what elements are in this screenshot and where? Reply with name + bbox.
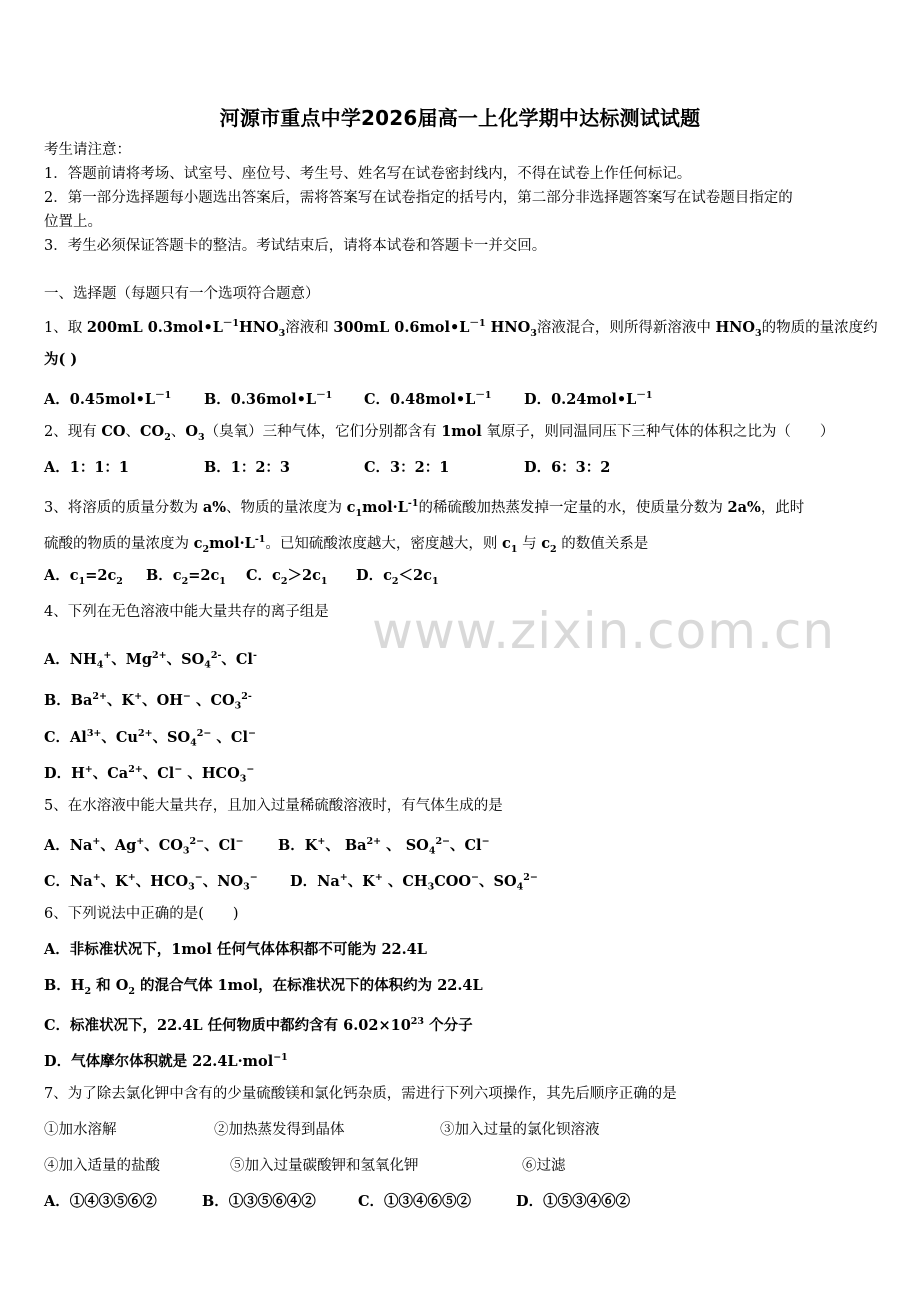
q4-option-a[interactable]: A．$NH_4^+$、$Mg^{2+}$、$SO_4^{2-}$、Cl- — [44, 650, 257, 671]
q2-stem: 2、现有 CO、$CO_2$、$O_3$（臭氧）三种气体，它们分别都含有 1mol 氧原子，则同温同压下三种气体的体积之比为（ ） — [44, 423, 835, 443]
section-heading: 一、选择题（每题只有一个选项符合题意） — [44, 286, 320, 302]
q2-option-a[interactable]: A．1：1：1 — [44, 459, 130, 476]
q3-stem: 3、将溶质的质量分数为 a%、物质的量浓度为 $c_1mol\cdot L^{-1}$的稀硫酸加热蒸发掉一定量的水，使质量分数为 2a%，此时 — [44, 498, 805, 519]
notice-heading: 考生请注意： — [44, 142, 131, 158]
q2-option-d[interactable]: D．6：3：2 — [524, 459, 611, 476]
q3-option-a[interactable]: A．$c_1=2c_2$ — [44, 567, 123, 587]
q6-option-d[interactable]: D．气体摩尔体积就是 22.4L·mol$^{-1}$ — [44, 1052, 288, 1070]
q7-step-6: ⑥过滤 — [522, 1158, 566, 1174]
q5-option-a[interactable]: A．Na+、Ag+、$CO_3^{2-}$、Cl− — [44, 836, 244, 857]
q7-step-4: ④加入适量的盐酸 — [44, 1158, 160, 1174]
notice-item-2: 2．第一部分选择题每小题选出答案后，需将答案写在试卷指定的括号内，第二部分非选择题答案写在试卷题目指定的 — [44, 190, 793, 206]
q1-option-a[interactable]: A．$0.45mol•L^{-1}$ — [44, 390, 172, 408]
watermark: www.zixin.com.cn — [372, 602, 836, 660]
q1-option-c[interactable]: C．$0.48mol•L^{-1}$ — [364, 390, 492, 408]
q7-step-3: ③加入过量的氯化钡溶液 — [440, 1122, 600, 1138]
q6-option-a[interactable]: A．非标准状况下，1mol 任何气体体积都不可能为 22.4L — [44, 941, 427, 958]
q3-option-c[interactable]: C．$c_2>2c_1$ — [246, 567, 328, 587]
q5-option-c[interactable]: C．Na+、K+、$HCO_3^-$、$NO_3^-$ — [44, 872, 258, 893]
q6-option-b[interactable]: B．$H_2$ 和 $O_2$ 的混合气体 1mol，在标准状况下的体积约为 22.4L — [44, 977, 483, 997]
notice-item-2-cont: 位置上。 — [44, 214, 102, 230]
q1-option-b[interactable]: B．$0.36mol•L^{-1}$ — [204, 390, 333, 408]
q7-step-1: ①加水溶解 — [44, 1122, 117, 1138]
q1-stem-cont: 为( ) — [44, 351, 78, 368]
q1-option-d[interactable]: D．$0.24mol•L^{-1}$ — [524, 390, 653, 408]
q7-stem: 7、为了除去氯化钾中含有的少量硫酸镁和氯化钙杂质，需进行下列六项操作，其先后顺序正确的是 — [44, 1086, 677, 1102]
q3-option-d[interactable]: D．$c_2<2c_1$ — [356, 567, 439, 587]
q4-option-d[interactable]: D．H+、$Ca^{2+}$、Cl− 、$HCO_3^-$ — [44, 764, 255, 785]
q5-option-d[interactable]: D．Na+、K+ 、$CH_3COO^-$、$SO_4^{2-}$ — [290, 872, 538, 893]
q5-option-b[interactable]: B．K+、 $Ba^{2+}$ 、 $SO_4^{2-}$、Cl− — [278, 836, 490, 857]
notice-item-3: 3．考生必须保证答题卡的整洁。考试结束后，请将本试卷和答题卡一并交回。 — [44, 238, 547, 254]
q2-option-c[interactable]: C．3：2：1 — [364, 459, 450, 476]
q2-option-b[interactable]: B．1：2：3 — [204, 459, 291, 476]
q7-step-2: ②加热蒸发得到晶体 — [214, 1122, 345, 1138]
q4-option-c[interactable]: C．$Al^{3+}$、$Cu^{2+}$、$SO_4^{2-}$ 、Cl− — [44, 728, 256, 749]
q5-stem: 5、在水溶液中能大量共存，且加入过量稀硫酸溶液时，有气体生成的是 — [44, 798, 503, 814]
q6-stem: 6、下列说法中正确的是( ) — [44, 906, 239, 922]
q7-option-a[interactable]: A．①④③⑤⑥② — [44, 1193, 157, 1210]
q7-option-c[interactable]: C．①③④⑥⑤② — [358, 1193, 472, 1210]
notice-item-1: 1．答题前请将考场、试室号、座位号、考生号、姓名写在试卷密封线内，不得在试卷上作任何标记。 — [44, 166, 692, 182]
q4-stem: 4、下列在无色溶液中能大量共存的离子组是 — [44, 604, 329, 620]
q7-option-b[interactable]: B．①③⑤⑥④② — [202, 1193, 316, 1210]
q3-stem-cont: 硫酸的物质的量浓度为 $c_2mol\cdot L^{-1}$。已知硫酸浓度越大，密度越大，则 $c_1$ 与 $c_2$ 的数值关系是 — [44, 534, 649, 555]
q4-option-b[interactable]: B．$Ba^{2+}$、K+、OH− 、$CO_3^{2-}$ — [44, 691, 252, 712]
page-title: 河源市重点中学2026届高一上化学期中达标测试试题 — [219, 106, 701, 130]
q6-option-c[interactable]: C．标准状况下，22.4L 任何物质中都约含有 $6.02\times 10^{23}$ 个分子 — [44, 1016, 473, 1034]
q3-option-b[interactable]: B．$c_2=2c_1$ — [146, 567, 226, 587]
q1-stem: 1、取 200mL $0.3mol•L^{-1}HNO_3$溶液和 300mL $0.6mol•L^{-1}$ $HNO_3$溶液混合，则所得新溶液中 $HNO_3$的物质的量浓度约 — [44, 318, 878, 339]
q7-option-d[interactable]: D．①⑤③④⑥② — [516, 1193, 631, 1210]
q7-step-5: ⑤加入过量碳酸钾和氢氧化钾 — [230, 1158, 419, 1174]
